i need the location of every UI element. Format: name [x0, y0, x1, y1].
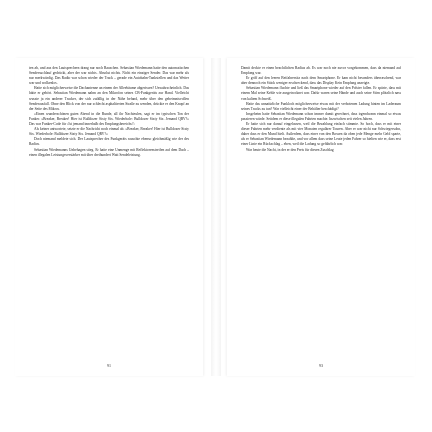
- right-page-number: 93: [319, 363, 323, 368]
- paragraph: ten ab, und aus den Lautsprechern drang nur noch Rauschen. Sebastian Wiedemann hatte den automatischen Sendersuchlauf gedrückt, aber der war nichts. Absolut nichts. Nicht ein einziger Sender. Das war mehr als nur merkwürdig. Das Radio war schon wieder der Track – gerade ein Autobahn-Tankstellen und das Wetter war und wolkenlos.: [29, 66, 189, 86]
- left-page-text: [29, 66, 189, 158]
- paragraph: Er griff auf den leeren Beifahrersitz nach dem Smartphone. Er kam nicht besonders überraschend, war aber dennoch ein Stück weniger erschreckend, dass das Display Kein Empfang anzeigte.: [241, 76, 401, 86]
- left-page-number: 91: [107, 363, 111, 368]
- paragraph: »Einen wunderschönen guten Abend in die Runde, all ihr Nachteulen, sagt er im typischen Ton der Funker. »Breaker, Breaker! Hier ist Bulldozer Sixty Six. Wiederhole: Bulldozer Sixty Six. Jemand QRV?« Das war Funker-Code für ›Ist jemand innerhalb des Empfangsbereichs?‹: [29, 111, 189, 127]
- right-page: [227, 58, 415, 376]
- paragraph: Sebastian Wiedemann fluchte und ließ das Smartphone wieder auf den Polster fallen. Er spürte, dass mit einem Mal seine Kehle wie ausgetrocknet war. Dafür waren seine Hände und auch seine Stirn plötzlich nass von kaltem Schweiß.: [241, 86, 401, 101]
- right-page-text: [241, 66, 401, 153]
- paragraph: Damit deckte er einen beachtlichen Radius ab. Es war noch nie zuvor vorgekommen, dass da niemand auf Empfang war.: [241, 66, 401, 76]
- paragraph: Doch niemand meldete sich. Der Lautsprecher des Funkgeräts rauschte ebenso gleichmäßig wie der des Radios.: [29, 137, 189, 147]
- paragraph: Sebastian Wiedemanns Unbehagen stieg. Er hatte eine Unmenge mit Reflektorenstreifen auf dem Dach – einen illegalen Leistungsverstärker mit über dreihundert Watt Sendeleistung.: [29, 147, 189, 157]
- paragraph: War heute die Nacht, in der er den Preis für diesen Zuschlag: [246, 147, 334, 152]
- paragraph: Hatte sich möglicherweise die Dachantenne an einem der Alleebäume abgerissen? Unwahrscheinlich. Das hätte er gehört. Sebastian Wiedemann nahm an den Mikrofon seines CB-Funkgeräts zur Hand. Vielleicht wusste ja ein anderer Trucker, der sich zufällig in der Nähe befand, mehr über den geheimnisvollen Senderausfall. Ohne den Blick von der nur schlecht asphaltierten Straße zu wenden, drückte er den Knopf an der Seite des Mikros.: [29, 86, 189, 111]
- paragraph: Als keiner antwortete, setzte er die Nachricht noch einmal ab. »Breaker, Breaker! Hier ist Bulldozer Sixty Six. Wiederhole: Bulldozer Sixty Six. Jemand QRV?«: [29, 127, 189, 137]
- book-gutter: [211, 58, 221, 376]
- paragraph: Hatte das unnatürliche Funkloch möglicherweise etwas mit der verbotenen Ladung hinten im Laderaum seines Trucks zu tun? War vielleicht einer der Behälter beschädigt?: [241, 101, 401, 111]
- paragraph: Insgeheim hatte Sebastian Wiedemann schon immer damit gerechnet, dass irgendwann einmal so etwas passieren würde. Seitdem er diese illegalen Fahrten machte. Inzwischen seit vielen Jahren.: [241, 111, 401, 121]
- left-page: [15, 58, 203, 376]
- paragraph: Er hatte sich nur darauf eingelassen, weil die Bezahlung einfach stimmte. So hoch, dass er mit einer dieser Fahrten mehr verdiente als mit vier Monaten regulärer Touren. Aber er war nicht nur Schwiegersohn, daher dass er den Mund hielt. Außerdem, dass einer von den Bossen da oben jede Menge mehr Geld sparte, als er Sebastian Wiedemann bezahlte, und vor allem dass seine Leute jeden Fahrer so hielten wie er, dass erst einer Linie ein Rückschlag – eben, weil die Ladung so gefährlich war.: [241, 122, 401, 147]
